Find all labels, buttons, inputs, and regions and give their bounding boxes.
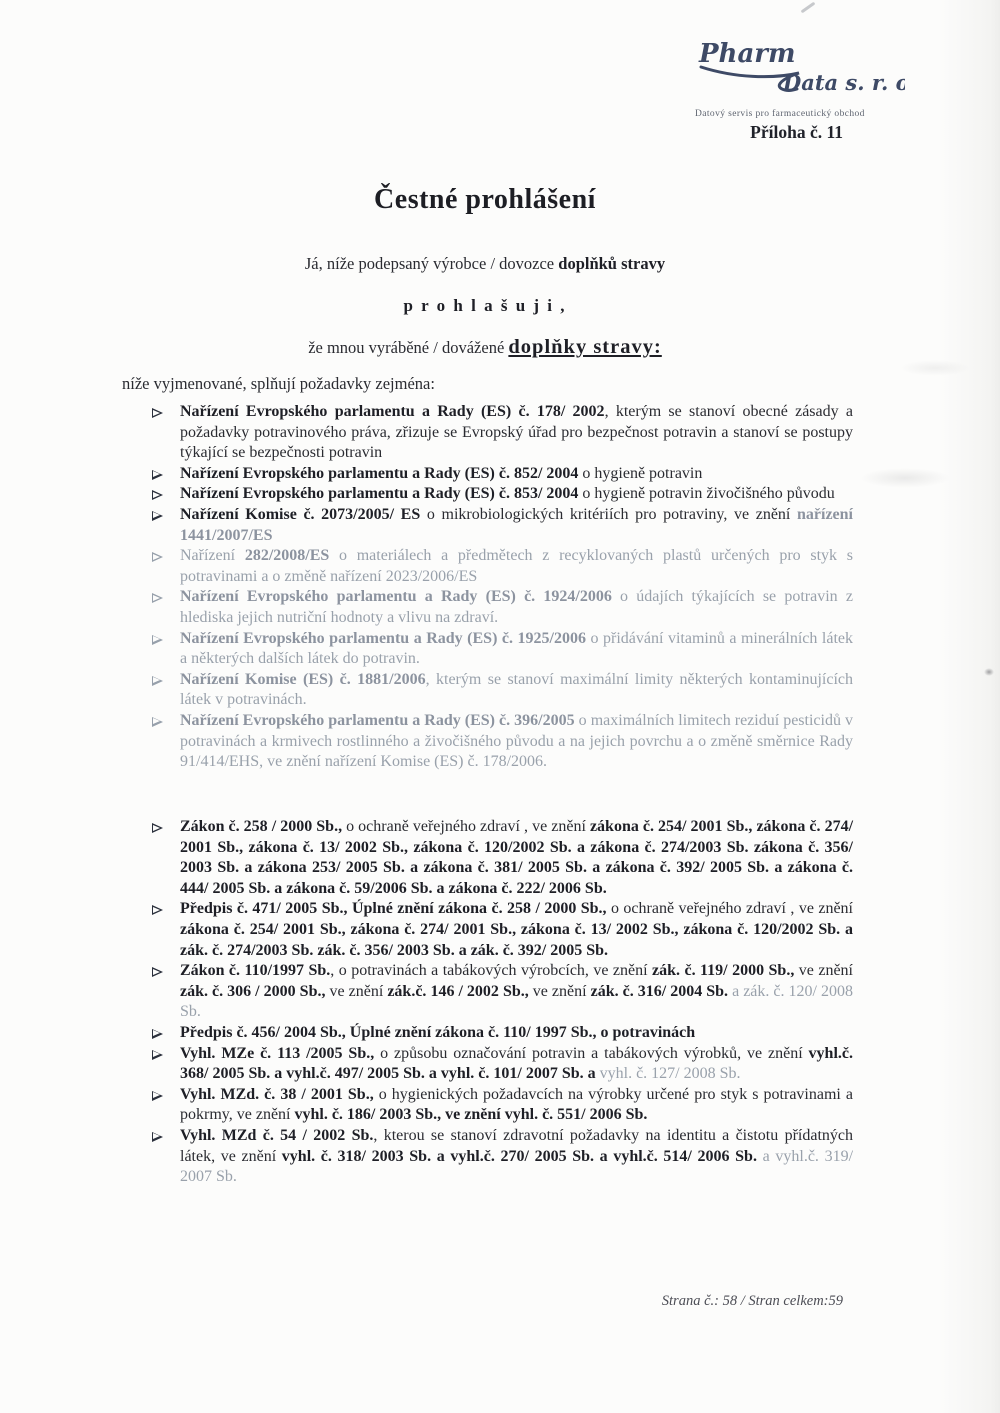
text-segment: o způsobu označování potravin a tabákových výrobků, ve znění bbox=[374, 1044, 809, 1062]
list-item-text bbox=[180, 1085, 853, 1126]
text-segment: Vyhl. MZd. č. 38 / 2001 Sb., bbox=[180, 1085, 374, 1103]
arrow-bullet-icon bbox=[149, 711, 180, 773]
intro-line-3-bold-underline: doplňky stravy: bbox=[508, 336, 662, 358]
arrow-bullet-icon bbox=[149, 1044, 180, 1085]
list-item bbox=[149, 546, 853, 587]
list-item-text bbox=[180, 711, 853, 773]
list-item bbox=[149, 505, 853, 546]
text-segment: , o potravinách a tabákových výrobcích, ve znění bbox=[330, 962, 653, 980]
intro-line-4: níže vyjmenované, splňují požadavky zejména: bbox=[122, 374, 435, 393]
logo-word-pharm: Pharm bbox=[699, 39, 796, 69]
pharmdata-logo-icon bbox=[695, 38, 905, 102]
text-segment: Nařízení Evropského parlamentu a Rady (ES) č. 1924/2006 bbox=[180, 588, 612, 606]
text-segment: o přidávání vitaminů a minerálních látek a některých dalších látek do potravin. bbox=[180, 629, 853, 668]
text-segment: o hygienických požadavcích na výrobky určené pro styk s potravinami a pokrmy, ve znění bbox=[180, 1085, 853, 1124]
text-segment: ve znění bbox=[528, 982, 591, 1000]
pharmdata-logo bbox=[695, 38, 905, 119]
text-segment: o údajích týkajících se potravin z hlediska jejich nutriční hodnoty a vlivu na zdraví. bbox=[180, 588, 853, 626]
logo-tagline: Datový servis pro farmaceutický obchod bbox=[695, 109, 865, 119]
text-segment: a vyhl.č. 319/ 2007 Sb. bbox=[180, 1147, 854, 1186]
text-segment: o ochraně veřejného zdraví , ve znění bbox=[606, 900, 854, 918]
list-item-text bbox=[180, 817, 853, 899]
arrow-bullet-icon bbox=[149, 961, 180, 1023]
list-group-1 bbox=[149, 402, 853, 773]
arrow-bullet-icon bbox=[149, 817, 180, 899]
list-item bbox=[149, 670, 853, 711]
list-item-text bbox=[180, 587, 853, 628]
list-item-text bbox=[180, 1126, 853, 1188]
list-item-text bbox=[180, 464, 853, 485]
text-segment: o hygieně potravin bbox=[578, 464, 703, 482]
arrow-bullet-icon bbox=[149, 629, 180, 670]
scan-artifact bbox=[984, 668, 994, 676]
text-segment: Zákon č. 258 / 2000 Sb., bbox=[180, 818, 343, 835]
list-item bbox=[149, 629, 853, 670]
list-item-text bbox=[180, 629, 853, 670]
text-segment: , kterým se stanoví obecné zásady a požadavky potravinového práva, zřizuje se Evropský úřad pro bezpečnost potravin a stanoví se postupy týkající se bezpečnosti potravin bbox=[180, 403, 853, 462]
text-segment: o materiálech a předmětech z recyklovaných plastů určených pro styk s potravinami a o změně nařízení 2023/2006/ES bbox=[180, 547, 854, 585]
list-item-text bbox=[180, 484, 853, 505]
text-segment: , kterou se stanoví zdravotní požadavky na identitu a čistotu přídatných látek, ve znění bbox=[180, 1126, 853, 1165]
text-segment: zák. č. 119/ 2000 Sb., bbox=[652, 962, 795, 980]
text-segment: Nařízení bbox=[180, 547, 245, 565]
text-segment: , kterým se stanoví maximální limity některých kontaminujících látek v potravinách. bbox=[180, 670, 854, 709]
text-segment: Nařízení Evropského parlamentu a Rady (ES) č. 396/2005 bbox=[180, 711, 575, 729]
text-segment: Vyhl. MZd č. 54 / 2002 Sb. bbox=[180, 1126, 374, 1144]
text-segment: Nařízení Komise č. 2073/2005/ ES bbox=[180, 505, 421, 523]
arrow-bullet-icon bbox=[149, 1023, 180, 1044]
arrow-bullet-icon bbox=[149, 546, 180, 587]
list-item-text bbox=[180, 546, 853, 587]
text-segment: nařízení 1441/2007/ES bbox=[180, 505, 853, 544]
list-item bbox=[149, 1023, 853, 1044]
text-segment: vyhl. č. 318/ 2003 Sb. a vyhl.č. 270/ 2005 Sb. a vyhl.č. 514/ 2006 Sb. bbox=[281, 1147, 757, 1165]
text-segment: Zákon č. 110/1997 Sb. bbox=[180, 962, 331, 980]
list-item bbox=[149, 402, 853, 464]
text-segment: 282/2008/ES bbox=[244, 547, 330, 565]
text-segment: zákona č. 254/ 2001 Sb., zákona č. 274/ 2001 Sb., zákona č. 13/ 2002 Sb., zákona č. 120/2002 Sb. a zák. č. 274/2003 Sb. zák. č. 356/ 2003 Sb. a zák. č. 392/ 2005 Sb. bbox=[180, 920, 853, 959]
list-item-text bbox=[180, 670, 853, 711]
list-item-text bbox=[180, 1023, 853, 1044]
list-item-text bbox=[180, 899, 853, 961]
scan-artifact bbox=[801, 2, 816, 14]
text-segment: Nařízení Evropského parlamentu a Rady (ES) č. 852/ 2004 bbox=[180, 464, 579, 482]
text-segment: o hygieně potravin živočišného původu bbox=[578, 485, 835, 503]
list-item-text bbox=[180, 961, 853, 1023]
text-segment: Nařízení Evropského parlamentu a Rady (ES) č. 853/ 2004 bbox=[180, 485, 579, 503]
scan-artifact bbox=[860, 468, 950, 488]
page-title: Čestné prohlášení bbox=[374, 184, 596, 215]
text-segment: vyhl.č. 368/ 2005 Sb. a vyhl.č. 497/ 2005 Sb. a vyhl. č. 101/ 2007 Sb. a bbox=[180, 1044, 853, 1083]
list-item-text bbox=[180, 1044, 853, 1085]
text-segment: Předpis č. 456/ 2004 Sb., Úplné znění zákona č. 110/ 1997 Sb., o potravinách bbox=[180, 1023, 696, 1041]
list-item bbox=[149, 1044, 853, 1085]
list-group-2 bbox=[149, 817, 853, 1188]
intro-line-3-regular: že mnou vyráběné / dovážené bbox=[308, 338, 509, 357]
list-item bbox=[149, 711, 853, 773]
text-segment: zák. č. 306 / 2000 Sb., bbox=[180, 982, 326, 1000]
text-segment: ve znění bbox=[325, 982, 388, 1000]
text-segment: vyhl. č. 127/ 2008 Sb. bbox=[599, 1065, 741, 1083]
page-number-footer: Strana č.: 58 / Stran celkem:59 bbox=[661, 1293, 843, 1309]
text-segment: vyhl. č. 186/ 2003 Sb., ve znění vyhl. č. 551/ 2006 Sb. bbox=[294, 1106, 648, 1124]
arrow-bullet-icon bbox=[149, 1126, 180, 1188]
intro-line-1-bold: doplňků stravy bbox=[558, 254, 666, 273]
arrow-bullet-icon bbox=[149, 670, 180, 711]
list-item bbox=[149, 961, 853, 1023]
text-segment: Nařízení Komise (ES) č. 1881/2006 bbox=[180, 670, 426, 688]
arrow-bullet-icon bbox=[149, 587, 180, 628]
list-item bbox=[149, 464, 853, 485]
list-item bbox=[149, 1126, 853, 1188]
logo-word-data: Data s. r. o. bbox=[783, 70, 905, 95]
intro-line-1-regular: Já, níže podepsaný výrobce / dovozce bbox=[304, 254, 559, 273]
arrow-bullet-icon bbox=[149, 899, 180, 961]
list-item bbox=[149, 587, 853, 628]
text-segment: o mikrobiologických kritériích pro potraviny, ve znění bbox=[420, 505, 797, 523]
text-segment: zák.č. 146 / 2002 Sb., bbox=[387, 982, 529, 1000]
scan-artifact bbox=[900, 360, 970, 376]
intro-line-2: p r o h l a š u j i , bbox=[403, 296, 567, 315]
text-segment: zákona č. 254/ 2001 Sb., zákona č. 274/ 2001 Sb., zákona č. 13/ 2002 Sb., zákona č. 120/2002 Sb. a zákona č. 274/2003 Sb. zákona č. 356/ 2003 Sb. a zákona 253/ 2005 Sb. a zákona č. 381/ 2005 Sb. a zákona č. 392/ 2005 Sb. a zákona č. 444/ 2005 Sb. a zákona č. 59/2006 Sb. a zákona č. 222/ 2006 Sb. bbox=[180, 818, 854, 897]
text-segment: Předpis č. 471/ 2005 Sb., Úplné znění zákona č. 258 / 2000 Sb., bbox=[180, 900, 607, 918]
arrow-bullet-icon bbox=[149, 464, 180, 485]
list-item-text bbox=[180, 402, 853, 464]
arrow-bullet-icon bbox=[149, 402, 180, 464]
arrow-bullet-icon bbox=[149, 505, 180, 546]
intro-line-1 bbox=[0, 254, 970, 274]
list-item bbox=[149, 899, 853, 961]
arrow-bullet-icon bbox=[149, 1085, 180, 1126]
text-segment: ve znění bbox=[794, 962, 853, 980]
text-segment: Nařízení Evropského parlamentu a Rady (ES) č. 178/ 2002 bbox=[180, 403, 605, 420]
text-segment: a zák. č. 120/ 2008 Sb. bbox=[180, 982, 854, 1021]
attachment-label: Příloha č. 11 bbox=[750, 122, 843, 142]
text-segment: o ochraně veřejného zdraví , ve znění bbox=[342, 818, 590, 835]
intro-line-3 bbox=[0, 336, 970, 359]
text-segment: zák. č. 316/ 2004 Sb. bbox=[590, 982, 729, 1000]
text-segment: Nařízení Evropského parlamentu a Rady (ES) č. 1925/2006 bbox=[180, 629, 586, 647]
list-item bbox=[149, 484, 853, 505]
arrow-bullet-icon bbox=[149, 484, 180, 505]
text-segment: Vyhl. MZe č. 113 /2005 Sb., bbox=[180, 1044, 375, 1062]
list-item bbox=[149, 1085, 853, 1126]
list-item bbox=[149, 817, 853, 899]
text-segment: o maximálních limitech reziduí pesticidů v potravinách a krmivech rostlinného a živočišného původu a na jejich povrchu a o změně směrnice Rady 91/414/EHS, ve znění nařízení Komise (ES) č. 178/2006. bbox=[180, 711, 853, 771]
list-item-text bbox=[180, 505, 853, 546]
